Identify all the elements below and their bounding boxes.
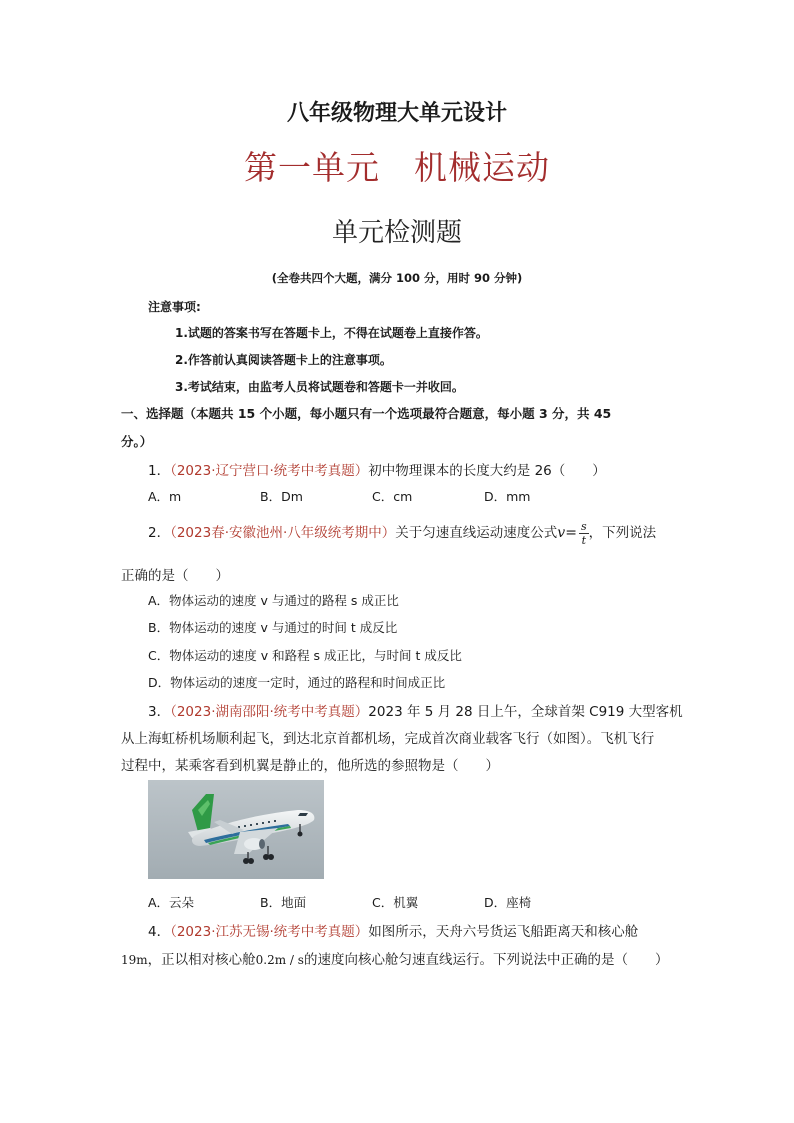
option-d: D．mm — [484, 489, 531, 504]
question-4-line2 — [121, 948, 668, 968]
question-number: 3． — [148, 704, 171, 720]
section-heading-cont: 分。） — [121, 434, 153, 449]
option-b: B．Dm — [260, 489, 303, 504]
unit-title — [0, 142, 794, 189]
option-d: D．座椅 — [484, 895, 532, 910]
document-title: 八年级物理大单元设计 — [286, 101, 507, 126]
notes-heading: 注意事项: — [148, 300, 201, 314]
airplane-icon — [148, 780, 324, 879]
question-3-line3: 过程中，某乘客看到机翼是静止的，他所选的参照物是（ ） — [121, 758, 499, 774]
question-text: 2023 年 5 月 28 日上午，全球首架 C919 大型客机 — [368, 704, 683, 720]
option-d: D．物体运动的速度一定时，通过的路程和时间成正比 — [148, 675, 446, 690]
option-c: C．机翼 — [372, 895, 419, 910]
question-2 — [148, 516, 656, 550]
question-3-line2: 从上海虹桥机场顺利起飞，到达北京首都机场，完成首次商业载客飞行（如图）。飞机飞行 — [121, 731, 655, 747]
note-item-1: 1.试题的答案书写在答题卡上，不得在试题卷上直接作答。 — [175, 326, 488, 340]
option-b: B．物体运动的速度 v 与通过的时间 t 成反比 — [148, 620, 398, 635]
question-2-line2: 正确的是（ ） — [121, 568, 229, 584]
section-heading: 一、选择题（本题共 15 个小题，每小题只有一个选项最符合题意，每小题 3 分，共 45 — [121, 406, 612, 421]
question-3 — [148, 700, 683, 720]
question-text-cont: ，下列说法 — [588, 525, 657, 541]
formula-denominator: t — [581, 533, 586, 547]
question-text-cont: 的速度向核心舱匀速直线运行。下列说法中正确的是（ ） — [303, 952, 669, 968]
option-c: C．cm — [372, 489, 413, 504]
test-title: 单元检测题 — [331, 218, 462, 248]
question-text: 关于匀速直线运动速度公式 — [395, 525, 558, 541]
question-4 — [148, 920, 638, 940]
question-number: 4． — [148, 924, 171, 940]
question-source: （2023春·安徽池州·八年级统考期中） — [170, 525, 396, 541]
question-number: 1． — [148, 463, 171, 479]
note-item-3: 3.考试结束，由监考人员将试题卷和答题卡一并收回。 — [175, 380, 464, 394]
question-source: （2023·湖南邵阳·统考中考真题） — [170, 704, 369, 720]
formula-numerator: s — [580, 519, 587, 533]
question-number: 2． — [148, 525, 171, 541]
option-c: C．物体运动的速度 v 和路程 s 成正比，与时间 t 成反比 — [148, 648, 462, 663]
option-a: A．云朵 — [148, 895, 195, 910]
question-1 — [148, 459, 606, 479]
exam-info: (全卷共四个大题，满分 100 分，用时 90 分钟) — [271, 271, 523, 285]
distance-value: 19m — [121, 953, 148, 967]
option-a: A．m — [148, 489, 182, 504]
question-source: （2023·辽宁营口·统考中考真题） — [170, 463, 369, 479]
option-a: A．物体运动的速度 v 与通过的路程 s 成正比 — [148, 593, 399, 608]
question-source: （2023·江苏无锡·统考中考真题） — [170, 924, 369, 940]
question-text: 初中物理课本的长度大约是 26（ ） — [368, 463, 606, 479]
note-item-2: 2.作答前认真阅读答题卡上的注意事项。 — [175, 353, 392, 367]
unit-number: 第一单元 — [244, 148, 380, 187]
velocity-formula: v= $\frac{s}{t}$ — [557, 519, 587, 547]
unit-name: 机械运动 — [414, 148, 550, 187]
speed-value: 0.2m / s — [255, 953, 304, 967]
question-text: 如图所示，天舟六号货运飞船距离天和核心舱 — [368, 924, 639, 940]
option-b: B．地面 — [260, 895, 307, 910]
question-text: ，正以相对核心舱 — [147, 952, 256, 968]
c919-airplane-photo — [148, 780, 324, 879]
